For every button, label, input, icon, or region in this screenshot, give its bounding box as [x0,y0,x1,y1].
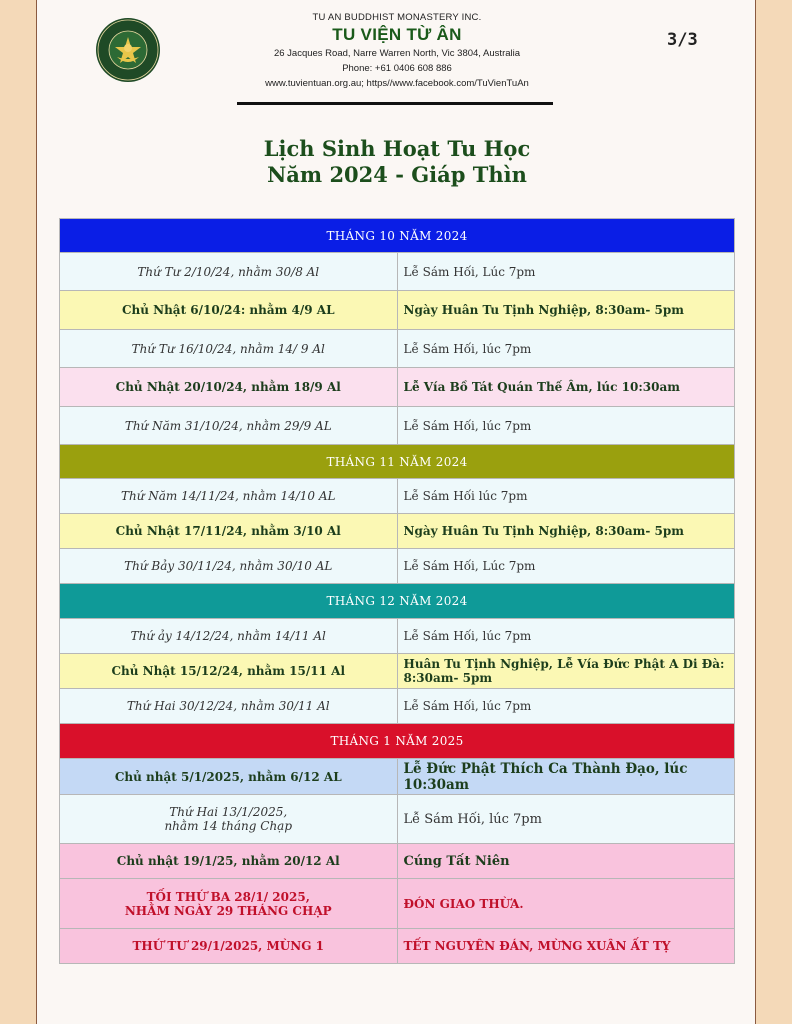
table-row [60,368,735,407]
title-line-1: Lịch Sinh Hoạt Tu Học [263,136,531,161]
monastery-logo-icon [95,17,161,83]
event-description: Cúng Tất Niên [397,844,735,879]
event-description: Lễ Sám Hối, lúc 7pm [397,689,735,724]
document-page [36,0,756,1024]
table-row [60,689,735,724]
table-row [60,844,735,879]
event-date: Chủ Nhật 6/10/24: nhằm 4/9 AL [60,291,398,330]
event-description: Lễ Sám Hối, lúc 7pm [397,407,735,445]
event-date: Thứ Năm 31/10/24, nhằm 29/9 AL [60,407,398,445]
table-row [60,291,735,330]
event-description: Lễ Sám Hối, lúc 7pm [397,795,735,844]
org-name-english: TU AN BUDDHIST MONASTERY INC. [312,12,482,23]
event-description: TẾT NGUYÊN ĐÁN, MỪNG XUÂN ẤT TỴ [397,929,735,964]
event-description: ĐÓN GIAO THỪA. [397,879,735,929]
event-description: Lễ Vía Bồ Tát Quán Thế Âm, lúc 10:30am [397,368,735,407]
event-date: Chủ Nhật 20/10/24, nhằm 18/9 Al [60,368,398,407]
event-description: Lễ Sám Hối lúc 7pm [397,479,735,514]
table-row [60,929,735,964]
event-date: Thứ Tư 16/10/24, nhằm 14/ 9 Al [60,330,398,368]
month-header-november [60,445,735,479]
event-description: Ngày Huân Tu Tịnh Nghiệp, 8:30am- 5pm [397,514,735,549]
table-row [60,549,735,584]
event-date [60,795,398,844]
month-header-october [60,219,735,253]
month-header-december [60,584,735,619]
title-line-2: Năm 2024 - Giáp Thìn [267,162,527,187]
table-row [60,654,735,689]
event-date-line-1: Thứ Hai 13/1/2025, [169,805,288,819]
table-row [60,619,735,654]
month-label: THÁNG 10 NĂM 2024 [60,219,735,253]
event-date: Chủ Nhật 17/11/24, nhằm 3/10 Al [60,514,398,549]
month-header-january [60,724,735,759]
event-date: Thứ Bảy 30/11/24, nhằm 30/10 AL [60,549,398,584]
month-label: THÁNG 12 NĂM 2024 [60,584,735,619]
month-label: THÁNG 1 NĂM 2025 [60,724,735,759]
org-phone: Phone: +61 0406 608 886 [342,63,452,74]
event-date [60,879,398,929]
event-date: THỨ TƯ 29/1/2025, MÙNG 1 [60,929,398,964]
event-date: Chủ nhật 19/1/25, nhằm 20/12 Al [60,844,398,879]
header-divider [237,102,553,105]
table-row [60,759,735,795]
event-description: Lễ Sám Hối, Lúc 7pm [397,549,735,584]
event-description: Huân Tu Tịnh Nghiệp, Lễ Vía Đức Phật A Di Đà: 8:30am- 5pm [397,654,735,689]
event-date-line-2: NHẰM NGÀY 29 THÁNG CHẠP [124,903,332,918]
table-row [60,479,735,514]
event-description: Lễ Sám Hối, lúc 7pm [397,619,735,654]
page-title [197,136,597,188]
org-address: 26 Jacques Road, Narre Warren North, Vic 3804, Australia [273,48,521,59]
event-description: Ngày Huân Tu Tịnh Nghiệp, 8:30am- 5pm [397,291,735,330]
table-row [60,514,735,549]
table-row [60,330,735,368]
event-date: Chủ nhật 5/1/2025, nhằm 6/12 AL [60,759,398,795]
org-website: www.tuvientuan.org.au; https//www.facebook.com/TuVienTuAn [265,78,529,89]
event-date: Thứ Năm 14/11/24, nhằm 14/10 AL [60,479,398,514]
month-label: THÁNG 11 NĂM 2024 [60,445,735,479]
letterhead [197,12,597,90]
event-date-line-2: nhằm 14 tháng Chạp [164,819,293,833]
table-row [60,795,735,844]
table-row [60,879,735,929]
event-date: Thứ Hai 30/12/24, nhằm 30/11 Al [60,689,398,724]
event-description: Lễ Sám Hối, Lúc 7pm [397,253,735,291]
event-date: Thứ ảy 14/12/24, nhằm 14/11 Al [60,619,398,654]
schedule-table [59,218,735,964]
event-description: Lễ Sám Hối, lúc 7pm [397,330,735,368]
page-number: 3/3 [667,30,698,50]
table-row [60,253,735,291]
event-date-line-1: TỐI THỨ BA 28/1/ 2025, [146,889,310,904]
event-date: Chủ Nhật 15/12/24, nhằm 15/11 Al [60,654,398,689]
event-date: Thứ Tư 2/10/24, nhằm 30/8 Al [60,253,398,291]
org-name-vietnamese: TU VIỆN TỪ ÂN [332,25,462,44]
event-description: Lễ Đức Phật Thích Ca Thành Đạo, lúc 10:30am [397,759,735,795]
table-row [60,407,735,445]
